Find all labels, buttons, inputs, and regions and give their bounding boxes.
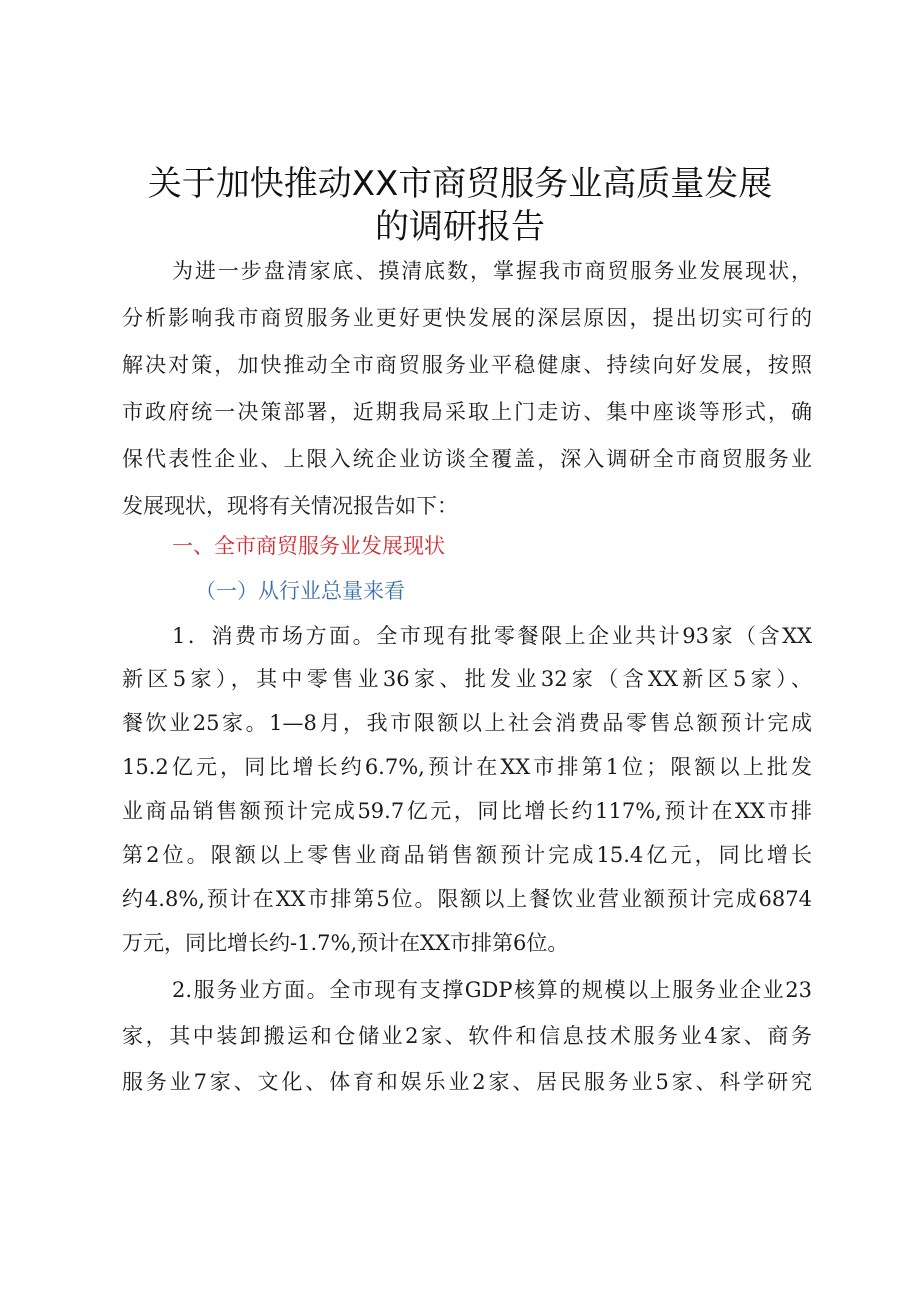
document-title-line-1: 关于加快推动XX市商贸服务业高质量发展 xyxy=(147,164,773,204)
document-page: 关于加快推动XX市商贸服务业高质量发展 的调研报告 为进一步盘清家底、摸清底数，掌握我市商贸服务业发展现状， 分析影响我市商贸服务业更好更快发展的深层原因，提出切实可行的 解决对策，加快推动全市商贸服务业平稳健康、持续向好发展，按照 市政府统一决策部署，近期我局采取上门走访、集中座谈等形式，确 保代表性企业、上限入统企业访谈全覆盖，深入调研全市商贸服务业 发展现状，现将有关情况报告如下： 一、全市商贸服务业发展现状 （一）从行业总量来看 1．消费市场方面。全市现有批零餐限上企业共计93家（含XX 新区5家），其中零售业36家、批发业32家（含XX新区5家）、 餐饮业25家。1—8月，我市限额以上社会消费品零售总额预计完成 15.2亿元，同比增长约6.7%,预计在XX市排第1位；限额以上批发 业商品销售额预计完成59.7亿元，同比增长约117%,预计在XX市排 第2位。限额以上零售业商品销售额预计完成15.4亿元，同比增长 约4.8%,预计在XX市排第5位。限额以上餐饮业营业额预计完成6874 万元，同比增长约-1.7%,预计在XX市排第6位。 2.服务业方面。全市现有支撑GDP核算的规模以上服务业企业23 家，其中装卸搬运和仓储业2家、软件和信息技术服务业4家、商务 服务业7家、文化、体育和娱乐业2家、居民服务业5家、科学研究 xyxy=(0,0,920,1301)
document-title-line-2: 的调研报告 xyxy=(375,207,545,247)
